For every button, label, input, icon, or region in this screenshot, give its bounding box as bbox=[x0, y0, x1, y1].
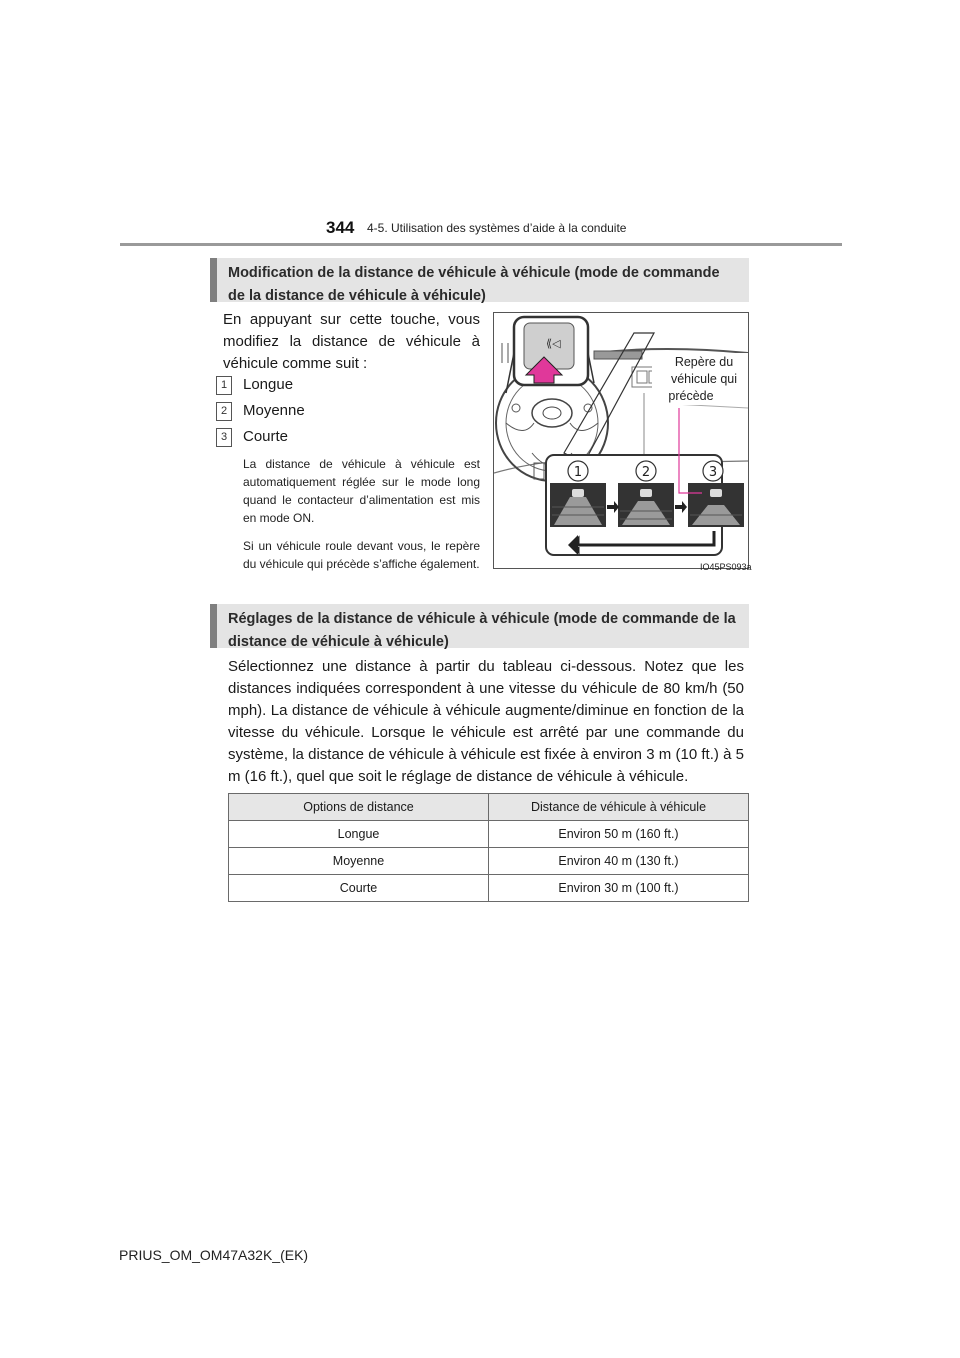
table-cell: Environ 50 m (160 ft.) bbox=[489, 821, 749, 848]
page-number: 344 bbox=[326, 218, 355, 237]
callout-line-3: précède bbox=[668, 389, 714, 403]
table-header-cell: Options de distance bbox=[229, 794, 489, 821]
section-heading-distance-settings: Réglages de la distance de véhicule à véhicule (mode de commande de la distance de véhicule à véhicule) bbox=[210, 604, 749, 648]
figure-label-2: 2 bbox=[641, 465, 651, 480]
table-row bbox=[229, 821, 749, 848]
option-label-longue: Longue bbox=[243, 376, 294, 393]
distance-table bbox=[228, 793, 749, 902]
dashboard-illustration bbox=[493, 312, 749, 569]
figure-code: IO45PS093a bbox=[700, 562, 752, 572]
option-label-moyenne: Moyenne bbox=[243, 402, 305, 419]
section-heading-distance-change: Modification de la distance de véhicule à véhicule (mode de commande de la distance de véhicule à véhicule) bbox=[210, 258, 749, 302]
note-preceding-vehicle: Si un véhicule roule devant vous, le repère du véhicule qui précède s’affiche également. bbox=[243, 539, 480, 571]
figure-label-3: 3 bbox=[708, 465, 718, 480]
settings-paragraph: Sélectionnez une distance à partir du tableau ci-dessous. Notez que les distances indiquées correspondent à une vitesse du véhicule de 80 km/h (50 mph). La distance de véhicule à véhicule augmente/diminue en fonction de la vitesse du véhicule. Lorsque le véhicule est arrêté par une commande du système, la distance de véhicule à véhicule est fixée à environ 3 m (10 ft.) à 5 m (16 ft.), quel que soit le réglage de distance de véhicule à véhicule. bbox=[228, 658, 744, 785]
document-code: PRIUS_OM_OM47A32K_(EK) bbox=[119, 1247, 309, 1263]
figure-label-1: 1 bbox=[573, 465, 583, 480]
callout-line-2: véhicule qui bbox=[670, 372, 738, 386]
table-cell: Longue bbox=[229, 821, 489, 848]
dashboard-drawing bbox=[494, 313, 748, 568]
table-header-row bbox=[229, 794, 749, 821]
table-cell: Courte bbox=[229, 875, 489, 902]
table-cell: Environ 30 m (100 ft.) bbox=[489, 875, 749, 902]
note-default-mode: La distance de véhicule à véhicule est automatiquement réglée sur le mode long quand le contacteur d’alimentation est mis en mode ON. bbox=[243, 457, 480, 525]
svg-text:⟪◁: ⟪◁ bbox=[546, 337, 561, 350]
table-cell: Environ 40 m (130 ft.) bbox=[489, 848, 749, 875]
option-label-courte: Courte bbox=[243, 428, 289, 445]
table-row bbox=[229, 875, 749, 902]
option-number-3: 3 bbox=[216, 428, 232, 447]
table-header-cell: Distance de véhicule à véhicule bbox=[489, 794, 749, 821]
option-number-1: 1 bbox=[216, 376, 232, 395]
header-divider bbox=[120, 243, 842, 246]
callout-line-1: Repère du bbox=[674, 355, 734, 369]
chapter-title: 4-5. Utilisation des systèmes d’aide à la conduite bbox=[367, 221, 627, 235]
table-row bbox=[229, 848, 749, 875]
option-number-2: 2 bbox=[216, 402, 232, 421]
intro-paragraph: En appuyant sur cette touche, vous modifiez la distance de véhicule à véhicule comme suit : bbox=[223, 311, 480, 372]
table-cell: Moyenne bbox=[229, 848, 489, 875]
